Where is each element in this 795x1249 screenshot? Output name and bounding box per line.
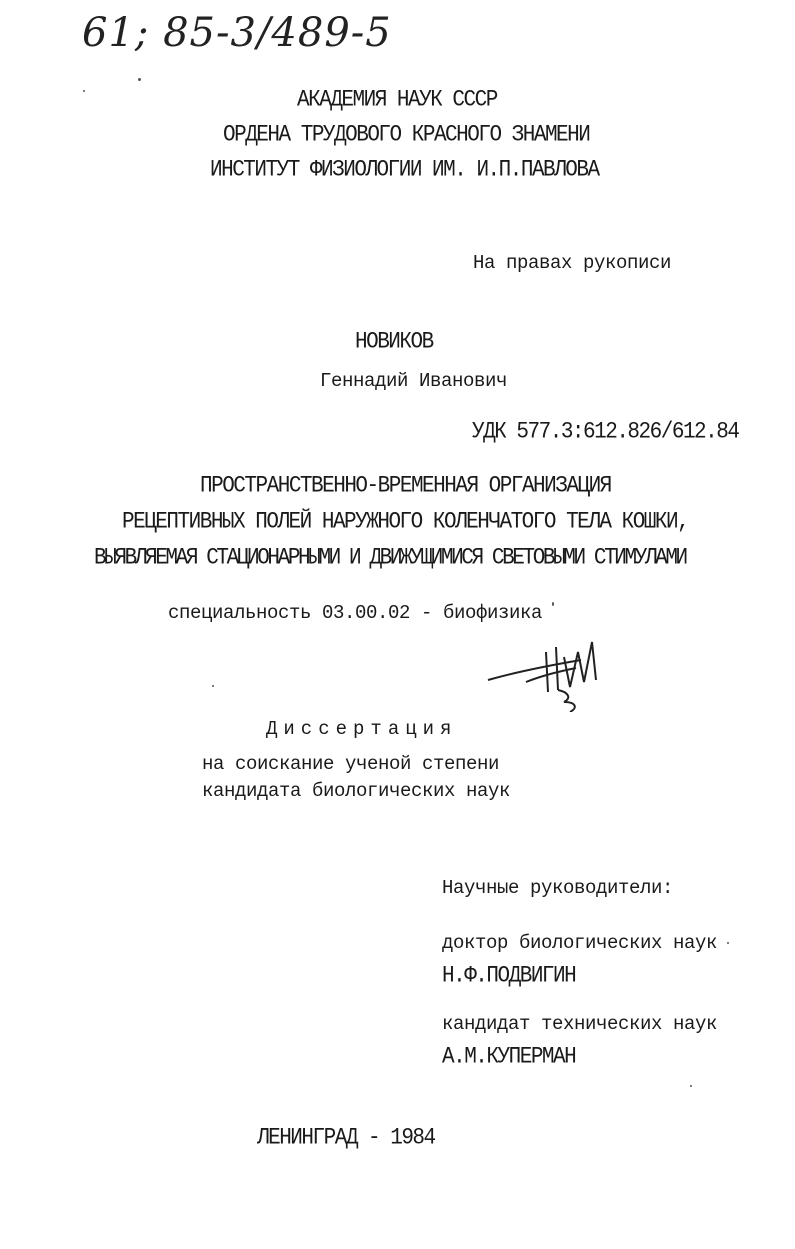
dissertation-line-1: на соискание ученой степени [202,753,500,775]
author-given-names: Геннадий Иванович [320,370,508,392]
institution-line-2: ОРДЕНА ТРУДОВОГО КРАСНОГО ЗНАМЕНИ [223,123,590,149]
supervisor-2-name: А.М.КУПЕРМАН [442,1045,576,1071]
scan-speck [138,78,141,81]
title-line-2: РЕЦЕПТИВНЫХ ПОЛЕЙ НАРУЖНОГО КОЛЕНЧАТОГО ТЕЛА КОШКИ, [122,510,689,536]
signature [486,632,616,712]
dissertation-heading: Диссертация [266,718,458,740]
scan-speck [552,602,554,606]
title-line-3: ВЫЯВЛЯЕМАЯ СТАЦИОНАРНЫМИ И ДВИЖУЩИМИСЯ СВЕТОВЫМИ СТИМУЛАМИ [94,546,686,572]
scan-speck [212,685,214,687]
title-line-1: ПРОСТРАНСТВЕННО-ВРЕМЕННАЯ ОРГАНИЗАЦИЯ [200,474,611,500]
scan-speck [727,942,729,944]
supervisors-heading: Научные руководители: [442,877,674,899]
supervisor-1-name: Н.Ф.ПОДВИГИН [442,964,576,990]
author-surname: НОВИКОВ [355,330,433,356]
supervisor-1-degree: доктор биологических наук [442,932,718,954]
institution-line-1: АКАДЕМИЯ НАУК СССР [297,88,497,114]
scan-speck [690,1085,692,1087]
supervisor-2-degree: кандидат технических наук [442,1013,718,1035]
rights-note: На правах рукописи [473,252,672,274]
udc-code: УДК 577.3:612.826/612.84 [472,420,739,446]
dissertation-line-2: кандидата биологических наук [202,780,511,802]
institution-line-3: ИНСТИТУТ ФИЗИОЛОГИИ ИМ. И.П.ПАВЛОВА [210,158,599,184]
city-year-footer: ЛЕНИНГРАД - 1984 [257,1126,435,1152]
handwritten-archive-mark: 61; 85-3/489-5 [82,10,392,56]
specialty: специальность 03.00.02 - биофизика [168,602,543,624]
scan-speck [83,90,85,92]
